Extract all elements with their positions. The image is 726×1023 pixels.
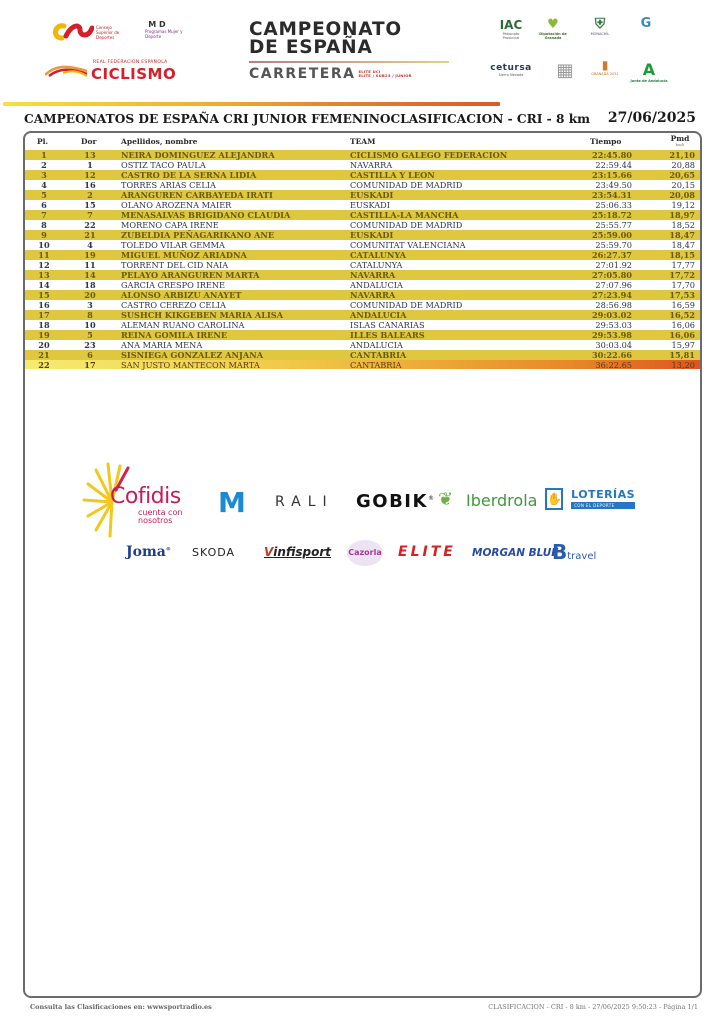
cell-place: 3 bbox=[41, 170, 47, 180]
cell-time: 29:53.98 bbox=[591, 330, 632, 340]
table-row bbox=[25, 160, 700, 170]
top-sponsor-logo bbox=[537, 17, 569, 40]
cell-avg-speed: 20,15 bbox=[671, 180, 695, 190]
cell-rider-name: CASTRO CEREZO CELIA bbox=[121, 300, 226, 310]
cell-rider-name: ALONSO ARBIZU ANAYET bbox=[121, 290, 242, 300]
cell-team: COMUNIDAD DE MADRID bbox=[350, 220, 463, 230]
cell-bib: 14 bbox=[84, 270, 96, 280]
cell-team: EUSKADI bbox=[350, 230, 394, 240]
cell-time: 27:01.92 bbox=[595, 260, 632, 270]
myd-text: Programas Mujer y Deporte bbox=[145, 29, 183, 39]
cell-time: 25:59.00 bbox=[591, 230, 632, 240]
cell-time: 30:22.66 bbox=[591, 350, 632, 360]
infisport-name: infisport bbox=[273, 545, 332, 559]
cell-avg-speed: 16,59 bbox=[671, 300, 695, 310]
top-sponsor-label: Diputación de Granada bbox=[539, 32, 567, 40]
cell-bib: 5 bbox=[87, 330, 93, 340]
cell-bib: 12 bbox=[84, 170, 96, 180]
cell-place: 21 bbox=[38, 350, 50, 360]
cell-team: ANDALUCIA bbox=[350, 310, 407, 320]
cell-time: 29:53.03 bbox=[595, 320, 632, 330]
infisport-logo bbox=[264, 545, 331, 559]
cell-team: EUSKADI bbox=[350, 200, 390, 210]
skoda-logo: SKODA bbox=[192, 546, 236, 559]
cell-place: 6 bbox=[41, 200, 47, 210]
cell-bib: 17 bbox=[84, 360, 96, 370]
cofidis-name: Cofidis bbox=[110, 484, 181, 509]
cell-place: 19 bbox=[38, 330, 50, 340]
race-title: CAMPEONATOS DE ESPAÑA CRI JUNIOR FEMENINOCLASIFICACION - CRI - 8 km bbox=[24, 112, 591, 126]
cell-rider-name: ALEMAN RUANO CAROLINA bbox=[121, 320, 245, 330]
cell-bib: 3 bbox=[87, 300, 93, 310]
cell-bib: 1 bbox=[87, 160, 93, 170]
cell-avg-speed: 13,20 bbox=[671, 360, 695, 370]
cell-place: 2 bbox=[41, 160, 47, 170]
cell-rider-name: GARCIA CRESPO IRENE bbox=[121, 280, 225, 290]
table-row bbox=[25, 360, 700, 369]
cell-time: 28:56.98 bbox=[595, 300, 632, 310]
cell-time: 36:22.65 bbox=[595, 360, 632, 370]
movistar-logo: M bbox=[218, 486, 246, 519]
cell-place: 14 bbox=[38, 280, 50, 290]
race-date: 27/06/2025 bbox=[607, 110, 696, 126]
cell-rider-name: SISNIEGA GONZALEZ ANJANA bbox=[121, 350, 264, 360]
championship-rule bbox=[249, 61, 449, 63]
cell-team: COMUNIDAD DE MADRID bbox=[350, 300, 463, 310]
championship-line1: CAMPEONATO bbox=[249, 19, 402, 40]
csd-logo bbox=[50, 22, 130, 44]
cell-avg-speed: 20,65 bbox=[669, 170, 695, 180]
cell-avg-speed: 18,47 bbox=[671, 240, 695, 250]
footer-page-info: CLASIFICACION - CRI - 8 km - 27/06/2025 9:50:23 - Página 1/1 bbox=[488, 1003, 698, 1011]
cell-avg-speed: 20,88 bbox=[671, 160, 695, 170]
cell-time: 25:59.70 bbox=[595, 240, 632, 250]
cell-team: ANDALUCIA bbox=[350, 280, 403, 290]
table-row bbox=[25, 240, 700, 250]
cell-avg-speed: 17,53 bbox=[669, 290, 695, 300]
cell-rider-name: TORRES ARIAS CELIA bbox=[121, 180, 216, 190]
cell-place: 10 bbox=[38, 240, 50, 250]
cell-bib: 7 bbox=[87, 210, 93, 220]
top-sponsor-mark: ♥ bbox=[547, 17, 559, 32]
cell-team: CASTILLA-LA MANCHA bbox=[350, 210, 459, 220]
table-row bbox=[25, 320, 700, 330]
cell-bib: 15 bbox=[84, 200, 96, 210]
cell-rider-name: MIGUEL MUÑOZ ARIADNA bbox=[121, 250, 247, 260]
table-row bbox=[25, 180, 700, 190]
table-row bbox=[25, 200, 700, 210]
btravel-logo bbox=[552, 540, 596, 564]
cell-team: CANTABRIA bbox=[350, 350, 407, 360]
cell-rider-name: ZUBELDIA PEÑAGARIKANO ANE bbox=[121, 230, 275, 240]
column-header-team: TEAM bbox=[350, 137, 376, 146]
results-table-header bbox=[25, 133, 700, 150]
cell-avg-speed: 16,06 bbox=[671, 320, 695, 330]
rfec-swoosh-icon bbox=[45, 65, 87, 77]
table-row bbox=[25, 310, 700, 320]
cell-rider-name: SUSHCH KIKGEBEN MARIA ALISA bbox=[121, 310, 284, 320]
cell-team: NAVARRA bbox=[350, 270, 396, 280]
cell-place: 11 bbox=[38, 250, 50, 260]
top-sponsor-mark: cetursa bbox=[490, 63, 532, 73]
cell-rider-name: ARANGUREN CARBAYEDA IRATI bbox=[121, 190, 273, 200]
cell-rider-name: TOLEDO VILAR GEMMA bbox=[121, 240, 225, 250]
cell-bib: 10 bbox=[84, 320, 96, 330]
cell-place: 17 bbox=[38, 310, 50, 320]
cell-place: 8 bbox=[41, 220, 47, 230]
cell-avg-speed: 18,15 bbox=[669, 250, 695, 260]
cofidis-tagline2: nosotros bbox=[138, 516, 173, 525]
myd-logo bbox=[137, 20, 187, 50]
page-header bbox=[0, 0, 726, 100]
cell-team: NAVARRA bbox=[350, 290, 396, 300]
cell-avg-speed: 17,72 bbox=[669, 270, 695, 280]
table-row bbox=[25, 210, 700, 220]
cell-time: 29:03.02 bbox=[591, 310, 632, 320]
cell-place: 7 bbox=[41, 210, 47, 220]
joma-logo bbox=[126, 544, 171, 560]
table-row bbox=[25, 290, 700, 300]
cell-team: CANTABRIA bbox=[350, 360, 402, 370]
footer-website: Consulta las Clasificaciones en: wwwsportradio.es bbox=[30, 1003, 212, 1011]
cell-place: 20 bbox=[38, 340, 50, 350]
cell-place: 18 bbox=[38, 320, 50, 330]
cell-team: ISLAS CANARIAS bbox=[350, 320, 425, 330]
table-row bbox=[25, 170, 700, 180]
cell-avg-speed: 15,97 bbox=[671, 340, 695, 350]
cazorla-logo: Cazorla bbox=[347, 540, 383, 566]
rfec-small-text: REAL FEDERACIÓN ESPAÑOLA bbox=[93, 60, 168, 65]
cell-bib: 20 bbox=[84, 290, 96, 300]
rali-logo: RALI bbox=[275, 494, 334, 510]
top-sponsor-logo bbox=[630, 16, 662, 31]
myd-mark: M D bbox=[148, 20, 166, 29]
table-row bbox=[25, 220, 700, 230]
cell-bib: 22 bbox=[84, 220, 96, 230]
cell-team: CICLISMO GALEGO FEDERACION bbox=[350, 150, 508, 160]
cell-avg-speed: 21,10 bbox=[669, 150, 695, 160]
cell-place: 5 bbox=[41, 190, 47, 200]
top-sponsor-mark: ⛨ bbox=[594, 16, 606, 32]
cell-time: 23:15.66 bbox=[591, 170, 632, 180]
cell-place: 13 bbox=[38, 270, 50, 280]
table-row bbox=[25, 340, 700, 350]
category-line1: ELITE UCI bbox=[358, 68, 381, 74]
cell-place: 22 bbox=[38, 360, 50, 370]
cell-time: 23:49.50 bbox=[595, 180, 632, 190]
table-row bbox=[25, 260, 700, 270]
cell-rider-name: REINA GOMILA IRENE bbox=[121, 330, 228, 340]
table-row bbox=[25, 350, 700, 360]
cell-team: ANDALUCIA bbox=[350, 340, 403, 350]
cell-rider-name: TORRENT DEL CID NAIA bbox=[121, 260, 229, 270]
cell-rider-name: MENASALVAS BRIGIDANO CLAUDIA bbox=[121, 210, 291, 220]
table-row bbox=[25, 230, 700, 240]
cell-time: 27:07.96 bbox=[595, 280, 632, 290]
cell-team: COMUNITAT VALENCIANA bbox=[350, 240, 466, 250]
cell-team: COMUNIDAD DE MADRID bbox=[350, 180, 463, 190]
cell-team: ILLES BALEARS bbox=[350, 330, 425, 340]
loterias-logo bbox=[545, 488, 635, 510]
cell-team: NAVARRA bbox=[350, 160, 393, 170]
cell-time: 22:59.44 bbox=[595, 160, 632, 170]
cofidis-logo bbox=[110, 484, 182, 525]
results-table-body bbox=[25, 150, 700, 369]
table-row bbox=[25, 300, 700, 310]
cell-time: 27:05.80 bbox=[591, 270, 632, 280]
table-row bbox=[25, 280, 700, 290]
cell-place: 4 bbox=[41, 180, 47, 190]
category-line2: ELITE / SUB23 / JÚNIOR bbox=[358, 73, 412, 78]
cell-bib: 2 bbox=[87, 190, 93, 200]
table-row bbox=[25, 270, 700, 280]
top-sponsor-logo bbox=[627, 60, 671, 83]
cell-rider-name: NEIRA DOMINGUEZ ALEJANDRA bbox=[121, 150, 275, 160]
cell-rider-name: CASTRO DE LA SERNA LIDIA bbox=[121, 170, 257, 180]
cell-time: 30:03.04 bbox=[595, 340, 632, 350]
table-row bbox=[25, 150, 700, 160]
column-header-pmd bbox=[665, 134, 695, 147]
top-sponsor-logo bbox=[590, 58, 620, 76]
rfec-logo bbox=[45, 60, 190, 82]
championship-line3 bbox=[249, 66, 449, 82]
cell-avg-speed: 16,06 bbox=[669, 330, 695, 340]
championship-line2: DE ESPAÑA bbox=[249, 37, 373, 58]
cell-avg-speed: 18,47 bbox=[669, 230, 695, 240]
cell-team: CASTILLA Y LEON bbox=[350, 170, 435, 180]
top-sponsor-label: Junta de Andalucía bbox=[630, 79, 668, 83]
cell-bib: 16 bbox=[84, 180, 96, 190]
rfec-big-text: CICLISMO bbox=[91, 65, 177, 83]
joma-name: Joma bbox=[126, 544, 166, 560]
column-header-pl: Pl. bbox=[37, 137, 49, 146]
cell-place: 12 bbox=[38, 260, 50, 270]
top-sponsor-logo bbox=[489, 63, 533, 77]
top-sponsor-mark: IAC bbox=[499, 18, 523, 32]
table-row bbox=[25, 250, 700, 260]
cell-team: CATALUNYA bbox=[350, 250, 407, 260]
cell-time: 23:54.31 bbox=[591, 190, 632, 200]
cell-bib: 11 bbox=[84, 260, 96, 270]
cell-bib: 23 bbox=[84, 340, 96, 350]
table-row bbox=[25, 190, 700, 200]
gobik-logo bbox=[356, 491, 435, 512]
loterias-title: LOTERÍAS bbox=[571, 488, 636, 501]
btravel-b: B bbox=[552, 540, 568, 564]
cell-place: 9 bbox=[41, 230, 47, 240]
cell-team: EUSKADI bbox=[350, 190, 394, 200]
race-title-row bbox=[24, 112, 696, 128]
loterias-hand-icon: ✋ bbox=[545, 488, 563, 510]
top-sponsor-label: Patronato Provincial bbox=[502, 32, 520, 40]
top-sponsor-label: MONACHIL bbox=[590, 32, 610, 36]
cell-time: 27:23.94 bbox=[591, 290, 632, 300]
cell-bib: 21 bbox=[84, 230, 96, 240]
column-header-name: Apellidos, nombre bbox=[121, 137, 198, 146]
top-sponsor-mark: A bbox=[642, 60, 656, 79]
gobik-registered-mark: ® bbox=[427, 495, 436, 502]
top-sponsor-mark: G bbox=[640, 16, 652, 31]
championship-discipline: CARRETERA bbox=[249, 66, 356, 82]
cell-bib: 6 bbox=[87, 350, 93, 360]
cell-avg-speed: 17,70 bbox=[671, 280, 695, 290]
cell-rider-name: PELAYO ARANGUREN MARTA bbox=[121, 270, 260, 280]
brand-gradient-bar bbox=[3, 102, 500, 106]
btravel-text: travel bbox=[567, 551, 597, 562]
top-sponsor-mark: ▦ bbox=[556, 60, 574, 81]
cell-time: 25:55.77 bbox=[595, 220, 632, 230]
sponsor-logos bbox=[80, 460, 650, 570]
loterias-text bbox=[571, 488, 635, 509]
cofidis-tagline1: cuenta con bbox=[138, 508, 183, 517]
top-sponsor-mark: ▮ bbox=[601, 58, 609, 72]
cell-time: 26:27.37 bbox=[591, 250, 632, 260]
cell-avg-speed: 18,52 bbox=[671, 220, 695, 230]
cell-place: 1 bbox=[41, 150, 47, 160]
cell-time: 25:06.33 bbox=[595, 200, 632, 210]
column-header-dor: Dor bbox=[81, 137, 97, 146]
cell-rider-name: OLANO AROZENA MAIER bbox=[121, 200, 232, 210]
csd-text: Consejo Superior de Deportes bbox=[96, 25, 120, 40]
iberdrola-logo: Iberdrola bbox=[466, 491, 538, 510]
column-header-pmd-unit: km/h bbox=[675, 143, 685, 147]
loterias-subtitle: CON EL DEPORTE bbox=[571, 502, 635, 509]
column-header-pmd-label: Pmd bbox=[670, 134, 690, 143]
cell-bib: 13 bbox=[84, 150, 96, 160]
cell-bib: 4 bbox=[87, 240, 93, 250]
championship-categories bbox=[358, 70, 411, 79]
cell-team: CATALUNYA bbox=[350, 260, 403, 270]
cell-avg-speed: 15,81 bbox=[669, 350, 695, 360]
cell-avg-speed: 18,97 bbox=[669, 210, 695, 220]
top-sponsor-logo bbox=[551, 60, 579, 81]
top-sponsor-logo bbox=[584, 16, 616, 36]
cell-place: 16 bbox=[38, 300, 50, 310]
cell-rider-name: MORENO CAPA IRENE bbox=[121, 220, 219, 230]
cell-place: 15 bbox=[38, 290, 50, 300]
csd-mark-icon bbox=[50, 22, 94, 42]
cell-time: 25:18.72 bbox=[591, 210, 632, 220]
column-header-time: Tiempo bbox=[590, 137, 622, 146]
cell-avg-speed: 19,12 bbox=[671, 200, 695, 210]
cell-rider-name: SAN JUSTO MANTECON MARTA bbox=[121, 360, 260, 370]
table-row bbox=[25, 330, 700, 340]
top-sponsor-label: Sierra Nevada bbox=[498, 73, 524, 77]
cell-avg-speed: 20,08 bbox=[669, 190, 695, 200]
top-sponsor-label: GRANADA 2031 bbox=[591, 72, 619, 76]
joma-registered-mark: ® bbox=[165, 546, 171, 553]
top-sponsor-logo bbox=[496, 18, 526, 40]
cell-bib: 19 bbox=[84, 250, 96, 260]
cell-bib: 18 bbox=[84, 280, 96, 290]
cell-time: 22:45.80 bbox=[591, 150, 632, 160]
cell-avg-speed: 16,52 bbox=[669, 310, 695, 320]
gobik-name: GOBIK bbox=[356, 491, 428, 512]
cell-rider-name: OSTIZ TACO PAULA bbox=[121, 160, 206, 170]
cell-bib: 8 bbox=[87, 310, 93, 320]
championship-logo bbox=[249, 21, 449, 82]
morgan-blue-logo: MORGAN BLUE bbox=[472, 547, 559, 559]
cell-rider-name: ANA MARIA MENA bbox=[121, 340, 203, 350]
cell-avg-speed: 17,77 bbox=[671, 260, 695, 270]
infisport-mark-icon: V bbox=[264, 545, 274, 559]
iberdrola-leaf-icon: ❦ bbox=[438, 489, 454, 510]
elite-logo: ELITE bbox=[398, 544, 456, 560]
